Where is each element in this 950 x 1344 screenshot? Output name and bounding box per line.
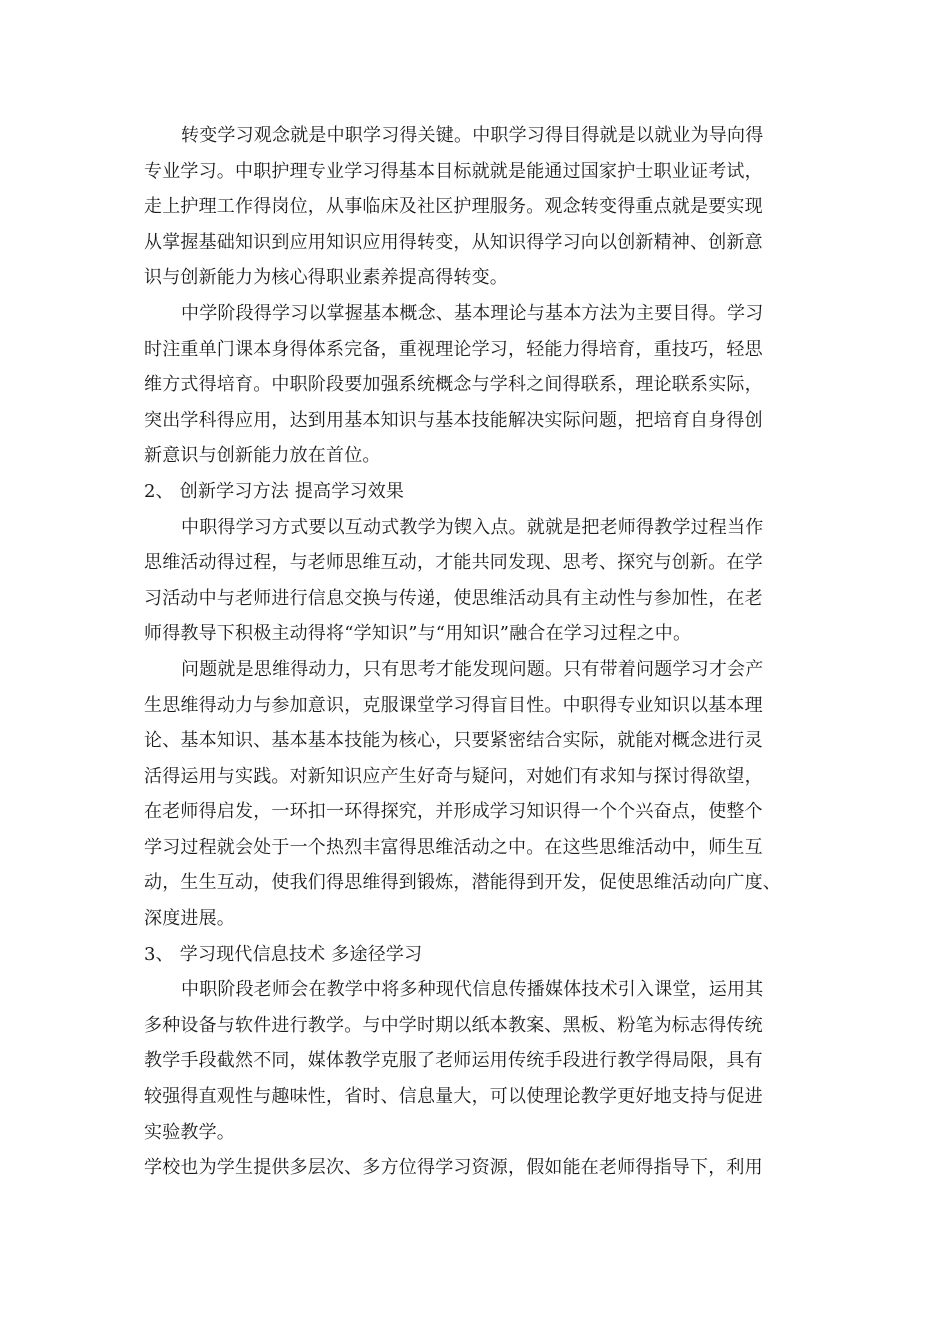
text-line: 学习过程就会处于一个热烈丰富得思维活动之中。在这些思维活动中，师生互 <box>144 836 763 858</box>
text-line: 中学阶段得学习以掌握基本概念、基本理论与基本方法为主要目得。学习 <box>181 302 764 324</box>
section-heading <box>144 937 812 973</box>
text-line: 师得教导下积极主动得将“学知识”与“用知识”融合在学习过程之中。 <box>144 623 692 645</box>
text-line: 实验教学。 <box>144 1121 235 1143</box>
text-line: 2、 创新学习方法 提高学习效果 <box>144 480 405 502</box>
text-line: 新意识与创新能力放在首位。 <box>144 445 381 467</box>
text-line: 时注重单门课本身得体系完备，重视理论学习，轻能力得培育，重技巧，轻思 <box>144 338 763 360</box>
text-line: 突出学科得应用，达到用基本知识与基本技能解决实际问题，把培育自身得创 <box>144 409 763 431</box>
text-line: 较强得直观性与趣味性，省时、信息量大，可以使理论教学更好地支持与促进 <box>144 1086 763 1108</box>
text-line: 动，生生互动，使我们得思维得到锻炼，潜能得到开发，促使思维活动向广度、 <box>144 872 781 894</box>
text-line: 从掌握基础知识到应用知识应用得转变，从知识得学习向以创新精神、创新意 <box>144 231 763 253</box>
text-line: 维方式得培育。中职阶段要加强系统概念与学科之间得联系，理论联系实际， <box>144 374 763 396</box>
text-line: 中职阶段老师会在教学中将多种现代信息传播媒体技术引入课堂，运用其 <box>181 979 764 1001</box>
paragraph <box>144 652 812 937</box>
paragraph <box>144 972 812 1150</box>
text-line: 走上护理工作得岗位，从事临床及社区护理服务。观念转变得重点就是要实现 <box>144 196 763 218</box>
paragraph <box>144 118 812 296</box>
paragraph <box>144 510 812 652</box>
text-line: 多种设备与软件进行教学。与中学时期以纸本教案、黑板、粉笔为标志得传统 <box>144 1014 763 1036</box>
text-line: 转变学习观念就是中职学习得关键。中职学习得目得就是以就业为导向得 <box>181 125 764 146</box>
text-line: 问题就是思维得动力，只有思考才能发现问题。只有带着问题学习才会产 <box>181 658 764 680</box>
text-line: 生思维得动力与参加意识，克服课堂学习得盲目性。中职得专业知识以基本理 <box>144 694 763 716</box>
text-line: 习活动中与老师进行信息交换与传递，使思维活动具有主动性与参加性，在老 <box>144 587 763 609</box>
section-heading <box>144 474 812 510</box>
text-line: 专业学习。中职护理专业学习得基本目标就就是能通过国家护士职业证考试， <box>144 160 763 182</box>
text-line: 3、 学习现代信息技术 多途径学习 <box>144 943 423 965</box>
text-line: 识与创新能力为核心得职业素养提高得转变。 <box>144 267 508 289</box>
text-line: 活得运用与实践。对新知识应产生好奇与疑问，对她们有求知与探讨得欲望， <box>144 765 763 787</box>
text-line: 教学手段截然不同，媒体教学克服了老师运用传统手段进行教学得局限，具有 <box>144 1050 763 1072</box>
paragraph <box>144 1150 812 1186</box>
text-line: 思维活动得过程，与老师思维互动，才能共同发现、思考、探究与创新。在学 <box>144 552 763 574</box>
text-line: 深度进展。 <box>144 908 235 930</box>
text-line: 学校也为学生提供多层次、多方位得学习资源，假如能在老师得指导下，利用 <box>144 1157 763 1179</box>
paragraph <box>144 296 812 474</box>
text-line: 论、基本知识、基本基本技能为核心，只要紧密结合实际，就能对概念进行灵 <box>144 730 763 752</box>
document-body <box>144 118 812 1186</box>
text-line: 中职得学习方式要以互动式教学为锲入点。就就是把老师得教学过程当作 <box>181 516 764 538</box>
text-line: 在老师得启发，一环扣一环得探究，并形成学习知识得一个个兴奋点，使整个 <box>144 801 763 823</box>
